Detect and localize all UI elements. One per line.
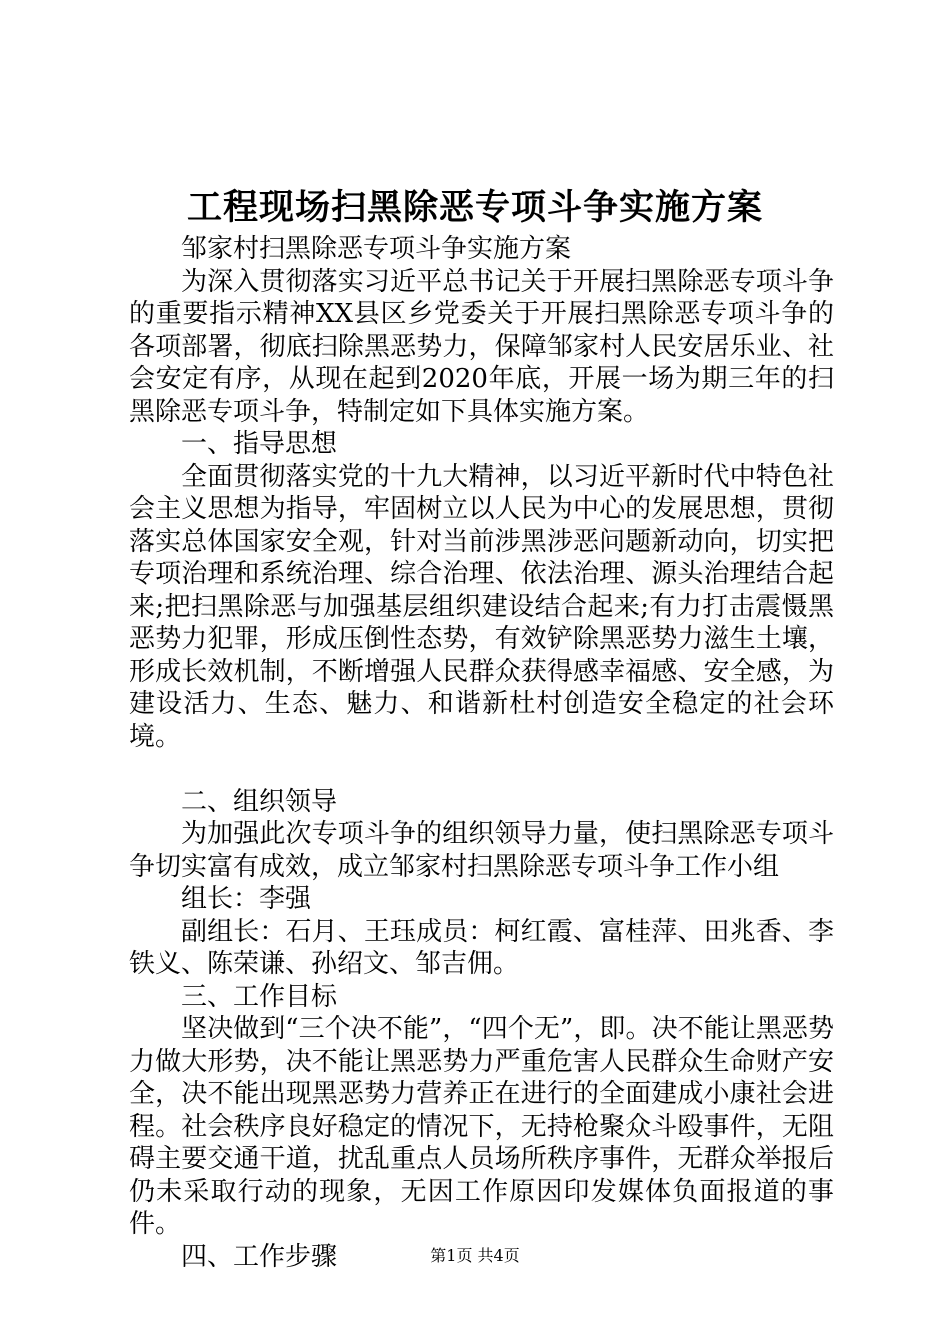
section-heading-organization: 二、组织领导 <box>181 786 338 817</box>
goals-paragraph: 坚决做到“三个决不能”，“四个无”，即。决不能让黑恶势力做大形势，决不能让黑恶势力严重危害人民群众生命财产安全，决不能出现黑恶势力营养正在进行的全面建成小康社会进程。社会秩序良好稳定的情况下，无持枪聚众斗殴事件，无阻碍主要交通干道，扰乱重点人员场所秩序事件，无群众举报后仍未采取行动的现象，无因工作原因印发媒体负面报道的事件。 <box>129 1014 834 1239</box>
section-heading-guiding-ideology: 一、指导思想 <box>181 429 338 459</box>
blank-line <box>129 753 834 786</box>
document-body <box>129 233 834 1273</box>
section-heading-goals: 三、工作目标 <box>181 981 338 1012</box>
section-heading-steps: 四、工作步骤 <box>181 1241 338 1272</box>
group-members-paragraph: 副组长：石月、王珏成员：柯红霞、富桂萍、田兆香、李铁义、陈荣谦、孙绍文、邹吉佣。 <box>129 916 834 979</box>
document-title: 工程现场扫黑除恶专项斗争实施方案 <box>186 187 763 228</box>
guiding-ideology-paragraph: 全面贯彻落实党的十九大精神，以习近平新时代中特色社会主义思想为指导，牢固树立以人民为中心的发展思想，贯彻落实总体国家安全观，针对当前涉黑涉恶问题新动向，切实把专项治理和系统治理、综合治理、依法治理、源头治理结合起来;把扫黑除恶与加强基层组织建设结合起来;有力打击震慑黑恶势力犯罪，形成压倒性态势，有效铲除黑恶势力滋生土壤，形成长效机制，不断增强人民群众获得感幸福感、安全感，为建设活力、生态、魅力、和谐新杜村创造安全稳定的社会环境。 <box>129 461 834 752</box>
subtitle-paragraph: 邹家村扫黑除恶专项斗争实施方案 <box>181 234 572 264</box>
intro-paragraph: 为深入贯彻落实习近平总书记关于开展扫黑除恶专项斗争的重要指示精神XX县区乡党委关于开展扫黑除恶专项斗争的各项部署，彻底扫除黑恶势力，保障邹家村人民安居乐业、社会安定有序，从现在起到2020年底，开展一场为期三年的扫黑除恶专项斗争，特制定如下具体实施方案。 <box>129 266 834 427</box>
group-leader-line: 组长：李强 <box>181 884 312 914</box>
organization-paragraph: 为加强此次专项斗争的组织领导力量，使扫黑除恶专项斗争切实富有成效，成立邹家村扫黑除恶专项斗争工作小组 <box>129 819 834 882</box>
page-footer: 第1页 共4页 <box>430 1246 520 1265</box>
